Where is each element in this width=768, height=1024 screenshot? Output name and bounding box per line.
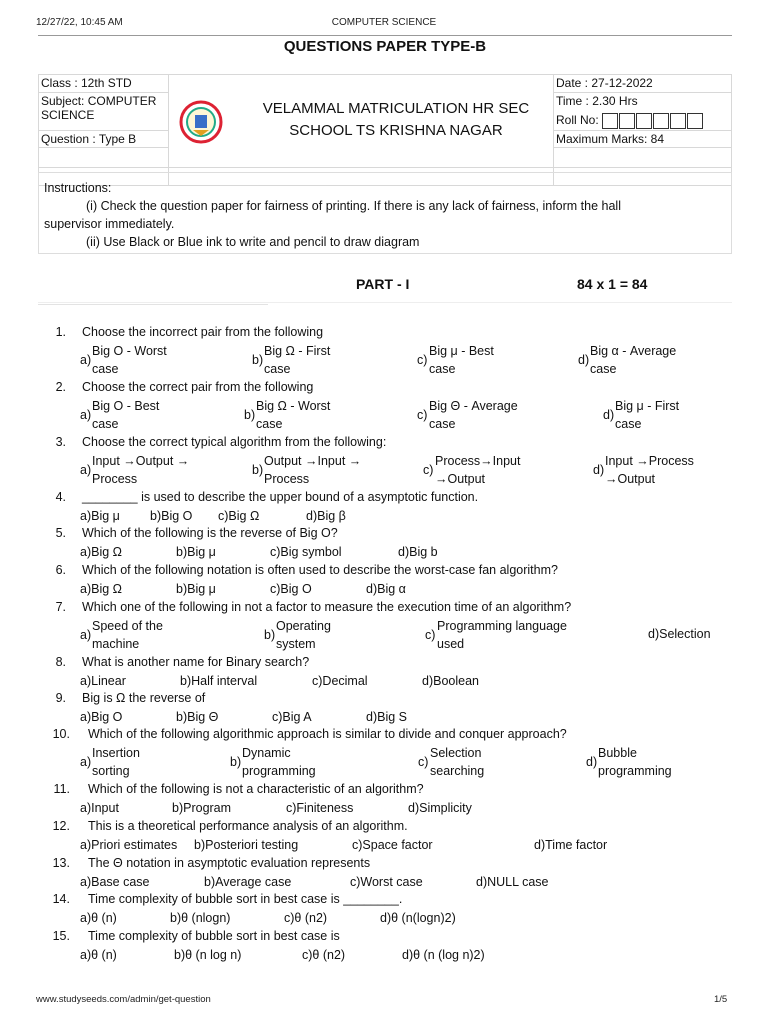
option-d: d)Big α bbox=[366, 582, 406, 596]
question-text: Choose the incorrect pair from the following bbox=[82, 325, 324, 339]
option-text-line: Big O - Worst bbox=[92, 344, 167, 358]
option-text-line: Process→Input bbox=[435, 454, 521, 468]
option-text bbox=[92, 342, 167, 378]
option-text-line: used bbox=[437, 637, 465, 651]
part-label: PART - I bbox=[356, 276, 410, 292]
option-letter: a) bbox=[80, 755, 92, 769]
time-label: Time : 2.30 Hrs bbox=[556, 94, 638, 108]
subject-label-cont: SCIENCE bbox=[41, 108, 95, 122]
option-text bbox=[276, 617, 331, 653]
option-b: b)θ (nlogn) bbox=[170, 911, 231, 925]
class-label: Class : 12th STD bbox=[41, 76, 132, 90]
option-d: d)Simplicity bbox=[408, 801, 472, 815]
date-cell bbox=[554, 75, 732, 93]
question-text: Which of the following algorithmic approach is similar to divide and conquer approach? bbox=[88, 727, 567, 741]
option-b: b)Half interval bbox=[180, 674, 258, 688]
option-text bbox=[92, 452, 189, 488]
question-text: Time complexity of bubble sort in best case is bbox=[88, 929, 340, 943]
option-text-line: →Output bbox=[605, 472, 656, 486]
print-page-title: COMPUTER SCIENCE bbox=[331, 17, 437, 28]
roll-no-label: Roll No: bbox=[556, 113, 599, 128]
question-number: 11. bbox=[53, 782, 70, 796]
option-text-line: case bbox=[429, 417, 456, 431]
option-text bbox=[598, 744, 672, 780]
option-letter: d) bbox=[586, 755, 598, 769]
question-number: 5. bbox=[55, 526, 66, 540]
option-text bbox=[92, 617, 163, 653]
option-text-line: Dynamic bbox=[242, 746, 291, 760]
option-text-line: Big O - Best bbox=[92, 399, 160, 413]
max-marks-cell bbox=[554, 131, 732, 148]
option-text bbox=[264, 342, 330, 378]
question-type-label: Question : Type B bbox=[41, 132, 137, 146]
school-name-line1: VELAMMAL MATRICULATION HR SEC bbox=[262, 100, 530, 117]
option-text-line: →Output bbox=[435, 472, 486, 486]
option-a: a)Base case bbox=[80, 875, 150, 889]
option-a: a)θ (n) bbox=[80, 911, 117, 925]
option-text-line: Process bbox=[92, 472, 138, 486]
divider bbox=[38, 35, 732, 36]
option-text-line: case bbox=[590, 362, 617, 376]
subject-cell bbox=[39, 93, 169, 131]
option-letter: c) bbox=[425, 628, 436, 642]
option-text bbox=[256, 397, 330, 433]
class-cell bbox=[39, 75, 169, 93]
option-c: c)Big Ω bbox=[218, 509, 260, 523]
option-c: c)Space factor bbox=[352, 838, 433, 852]
question-text: Which of the following is the reverse of Big O? bbox=[82, 526, 338, 540]
option-text-line: Process bbox=[264, 472, 310, 486]
option-text-line: case bbox=[429, 362, 456, 376]
option-text-line: case bbox=[615, 417, 642, 431]
question-number: 12. bbox=[52, 819, 70, 833]
option-letter: b) bbox=[264, 628, 276, 642]
option-letter: b) bbox=[244, 408, 256, 422]
option-a: a)Input bbox=[80, 801, 119, 815]
option-b: b)Big μ bbox=[176, 545, 216, 559]
option-d: d)NULL case bbox=[476, 875, 549, 889]
option-letter: b) bbox=[230, 755, 242, 769]
option-c: c)Decimal bbox=[312, 674, 368, 688]
date-label: Date : 27-12-2022 bbox=[556, 76, 653, 90]
option-d: d)Time factor bbox=[534, 838, 608, 852]
print-page-number: 1/5 bbox=[714, 994, 728, 1005]
question-text: Time complexity of bubble sort in best case is ________. bbox=[88, 892, 403, 906]
question-number: 13. bbox=[52, 856, 70, 870]
option-letter: c) bbox=[417, 353, 428, 367]
option-letter: a) bbox=[80, 353, 92, 367]
option-a: a)Linear bbox=[80, 674, 126, 688]
option-b: b)θ (n log n) bbox=[174, 948, 242, 962]
option-letter: c) bbox=[418, 755, 429, 769]
option-text-line: Programming language bbox=[437, 619, 567, 633]
subject-label: Subject: COMPUTER bbox=[41, 94, 157, 108]
question-text: Which one of the following in not a factor to measure the execution time of an algorithm? bbox=[82, 600, 572, 614]
option-b: b)Program bbox=[172, 801, 232, 815]
option-text-line: Bubble bbox=[598, 746, 637, 760]
option-a: a)Priori estimates bbox=[80, 838, 178, 852]
option-text bbox=[92, 744, 140, 780]
option-text-line: programming bbox=[242, 764, 316, 778]
question-text: What is another name for Binary search? bbox=[82, 655, 310, 669]
option-text-line: programming bbox=[598, 764, 672, 778]
option-letter: d) bbox=[593, 463, 605, 477]
option-b: b)Big Θ bbox=[176, 710, 219, 724]
option-text bbox=[590, 342, 676, 378]
roll-no-boxes[interactable] bbox=[602, 113, 704, 127]
question-number: 15. bbox=[52, 929, 70, 943]
option-c: c)Worst case bbox=[350, 875, 423, 889]
question-text: Choose the correct typical algorithm from the following: bbox=[82, 435, 387, 449]
option-text-line: machine bbox=[92, 637, 140, 651]
question-text: Big is Ω the reverse of bbox=[82, 691, 206, 705]
option-text-line: Big μ - Best bbox=[429, 344, 494, 358]
school-logo-icon bbox=[179, 100, 223, 144]
paper-title: QUESTIONS PAPER TYPE-B bbox=[283, 38, 487, 55]
instruction-2: (ii) Use Black or Blue ink to write and pencil to draw diagram bbox=[86, 235, 420, 249]
question-type-cell bbox=[39, 131, 169, 148]
option-text-line: Input →Output → bbox=[92, 454, 190, 468]
option-d: d)θ (n(logn)2) bbox=[380, 911, 456, 925]
option-c: c)θ (n2) bbox=[302, 948, 346, 962]
question-text: Which of the following is not a characteristic of an algorithm? bbox=[88, 782, 424, 796]
print-url: www.studyseeds.com/admin/get-question bbox=[36, 994, 211, 1005]
time-roll-cell bbox=[554, 93, 732, 131]
instructions-box bbox=[38, 172, 732, 254]
option-letter: b) bbox=[252, 463, 264, 477]
option-letter: d) bbox=[578, 353, 590, 367]
option-d: d)Boolean bbox=[422, 674, 479, 688]
option-b: b)Big μ bbox=[176, 582, 216, 596]
option-text-line: system bbox=[276, 637, 316, 651]
option-text-line: case bbox=[264, 362, 291, 376]
instructions-heading: Instructions: bbox=[44, 181, 112, 195]
question-number: 4. bbox=[55, 490, 66, 504]
option-a: a)Big Ω bbox=[80, 582, 122, 596]
question-number: 9. bbox=[55, 691, 66, 705]
option-text bbox=[615, 397, 679, 433]
divider bbox=[38, 304, 268, 305]
question-number: 2. bbox=[55, 380, 66, 394]
option-d: d)Big S bbox=[366, 710, 407, 724]
part-marks: 84 x 1 = 84 bbox=[577, 276, 648, 292]
option-b: b)Posteriori testing bbox=[194, 838, 299, 852]
option-text-line: Big μ - First bbox=[615, 399, 680, 413]
question-number: 7. bbox=[55, 600, 66, 614]
option-text bbox=[605, 452, 694, 488]
option-letter: b) bbox=[252, 353, 264, 367]
option-text bbox=[92, 397, 159, 433]
divider bbox=[38, 302, 732, 303]
option-b: b)Average case bbox=[204, 875, 292, 889]
print-datetime: 12/27/22, 10:45 AM bbox=[36, 17, 123, 28]
option-d: d)θ (n (log n)2) bbox=[402, 948, 485, 962]
question-text: ________ is used to describe the upper bound of a asymptotic function. bbox=[82, 490, 479, 504]
question-text: Choose the correct pair from the following bbox=[82, 380, 314, 394]
option-c: c)Finiteness bbox=[286, 801, 354, 815]
option-text-line: sorting bbox=[92, 764, 130, 778]
option-d: d)Big b bbox=[398, 545, 438, 559]
option-letter: a) bbox=[80, 628, 92, 642]
paper-info-table bbox=[38, 74, 732, 186]
question-number: 1. bbox=[55, 325, 66, 339]
option-letter: a) bbox=[80, 463, 92, 477]
option-text-line: Big Ω - First bbox=[264, 344, 331, 358]
option-text-line: Big Ω - Worst bbox=[256, 399, 331, 413]
option-text bbox=[264, 452, 361, 488]
option-text-line: Operating bbox=[276, 619, 331, 633]
question-text: Which of the following notation is often used to describe the worst-case fan algorithm? bbox=[82, 563, 558, 577]
question-number: 10. bbox=[52, 727, 70, 741]
question-number: 8. bbox=[55, 655, 66, 669]
option-c: c)θ (n2) bbox=[284, 911, 328, 925]
option-letter: d) bbox=[603, 408, 615, 422]
option-text bbox=[437, 617, 567, 653]
question-number: 6. bbox=[55, 563, 66, 577]
instruction-1: (i) Check the question paper for fairness of printing. If there is any lack of fairness, inform the hall bbox=[86, 199, 621, 213]
option-text bbox=[435, 452, 520, 488]
option-text-line: searching bbox=[430, 764, 485, 778]
option-b: b)Big O bbox=[150, 509, 193, 523]
option-letter: a) bbox=[80, 408, 92, 422]
option-text bbox=[430, 744, 484, 780]
question-number: 14. bbox=[52, 892, 70, 906]
school-name-line2: SCHOOL TS KRISHNA NAGAR bbox=[289, 122, 503, 139]
option-a: a)θ (n) bbox=[80, 948, 117, 962]
option-text-line: case bbox=[92, 362, 119, 376]
max-marks-label: Maximum Marks: 84 bbox=[556, 132, 665, 146]
option-d: d)Big β bbox=[306, 509, 346, 523]
option-d: d)Selection bbox=[648, 627, 711, 641]
option-text-line: Speed of the bbox=[92, 619, 163, 633]
question-text: The Θ notation in asymptotic evaluation represents bbox=[88, 856, 371, 870]
option-a: a)Big Ω bbox=[80, 545, 122, 559]
option-c: c)Big A bbox=[272, 710, 312, 724]
option-text bbox=[429, 342, 494, 378]
option-c: c)Big symbol bbox=[270, 545, 342, 559]
option-text-line: Selection bbox=[430, 746, 482, 760]
option-text-line: case bbox=[256, 417, 283, 431]
option-letter: c) bbox=[423, 463, 434, 477]
option-text bbox=[242, 744, 316, 780]
school-cell bbox=[169, 75, 554, 168]
option-text bbox=[429, 397, 518, 433]
option-text-line: Output →Input → bbox=[264, 454, 362, 468]
roll-no-row bbox=[556, 113, 729, 129]
option-a: a)Big μ bbox=[80, 509, 120, 523]
option-a: a)Big O bbox=[80, 710, 123, 724]
option-text-line: case bbox=[92, 417, 119, 431]
option-text-line: Big Θ - Average bbox=[429, 399, 518, 413]
option-text-line: Big α - Average bbox=[590, 344, 677, 358]
option-text-line: Insertion bbox=[92, 746, 140, 760]
instruction-1-cont: supervisor immediately. bbox=[44, 217, 175, 231]
option-text-line: Input →Process bbox=[605, 454, 694, 468]
question-text: This is a theoretical performance analysis of an algorithm. bbox=[88, 819, 408, 833]
option-c: c)Big O bbox=[270, 582, 312, 596]
question-number: 3. bbox=[55, 435, 66, 449]
option-letter: c) bbox=[417, 408, 428, 422]
